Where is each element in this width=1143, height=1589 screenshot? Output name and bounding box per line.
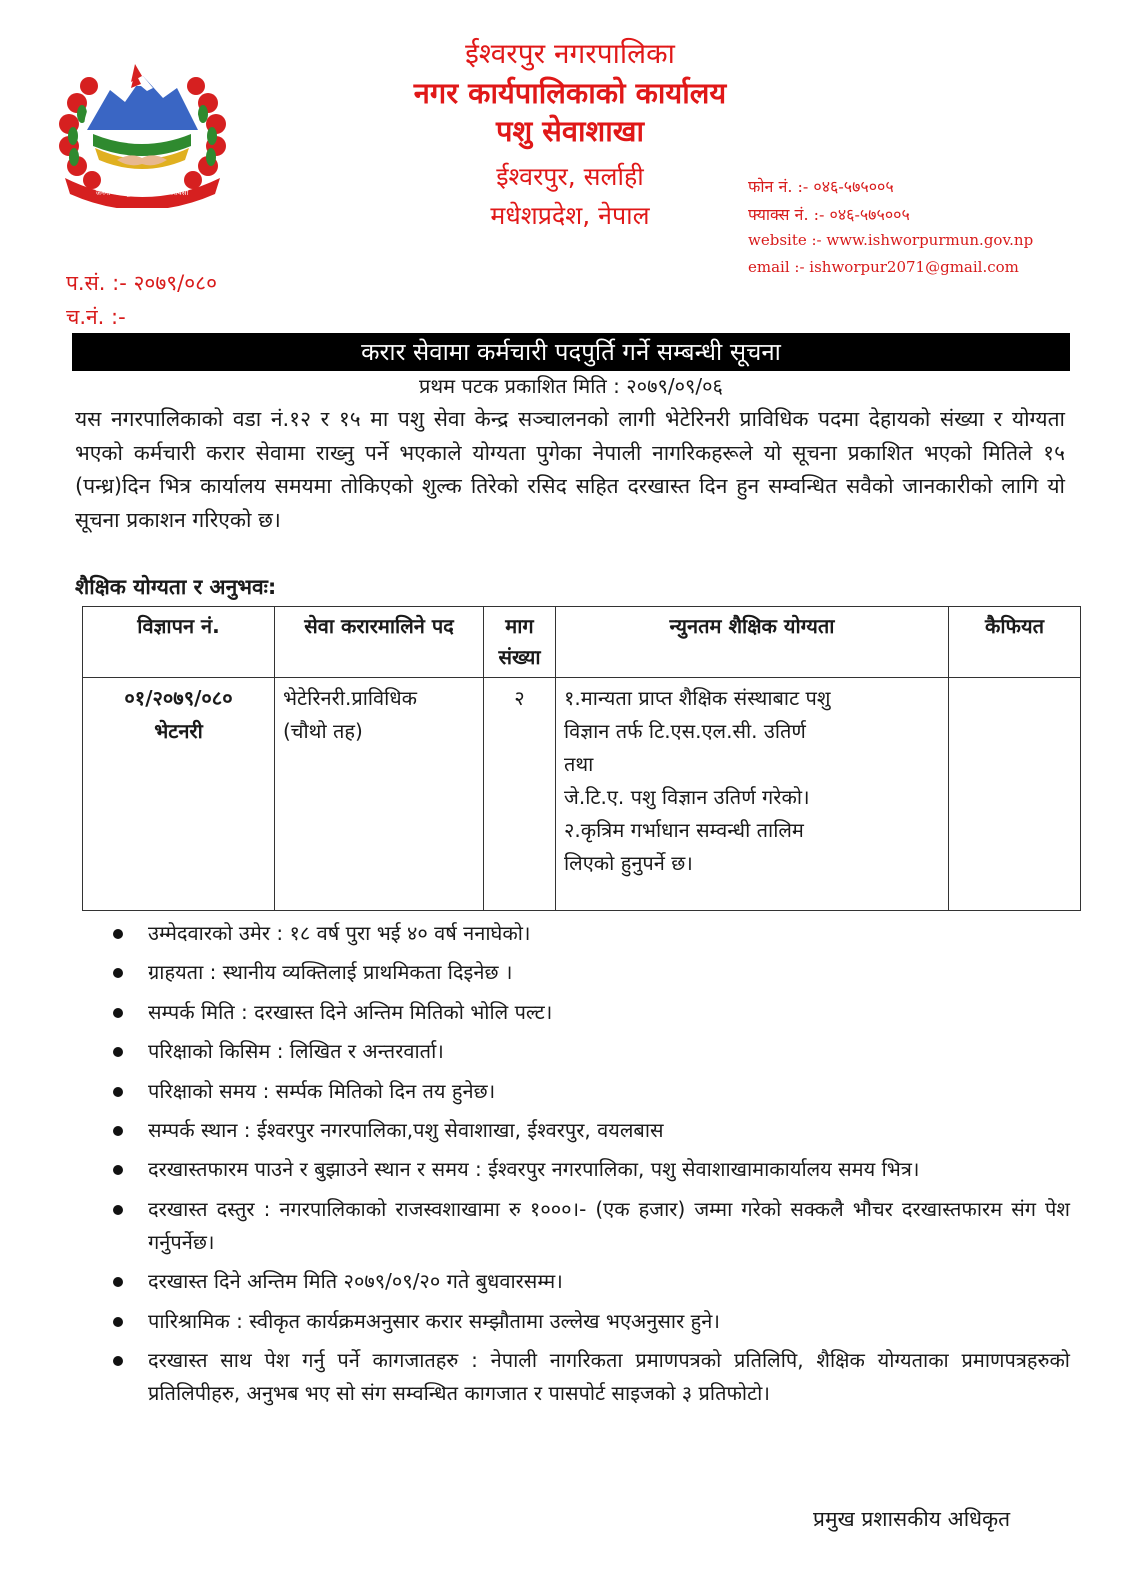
condition-text: उम्मेदवारको उमेर : १८ वर्ष पुरा भई ४० वर्ष ननाघेको। <box>148 921 531 945</box>
bullet-icon <box>113 968 123 978</box>
location-district: ईश्वरपुर, सर्लाही <box>496 162 644 191</box>
cell-ad-no <box>83 678 275 911</box>
condition-text: दरखास्तफारम पाउने र बुझाउने स्थान र समय : ईश्वरपुर नगरपालिका, पशु सेवाशाखामाकार्यालय समय भित्र। <box>148 1157 920 1182</box>
emblem-motto: जननी जन्मभूमिश्च स्वर्गादपि गरीयसी <box>95 189 189 197</box>
list-item <box>110 917 1070 950</box>
office-name: नगर कार्यपालिकाको कार्यालय <box>413 76 727 110</box>
condition-text: दरखास्त दिने अन्तिम मिति २०७९/०९/२० गते बुधवारसम्म। <box>148 1269 563 1294</box>
bullet-icon <box>113 1317 123 1327</box>
ad-no-number: ०१/२०७९/०८० <box>124 686 233 710</box>
bullet-icon <box>113 1047 123 1057</box>
condition-text: सम्पर्क स्थान : ईश्वरपुर नगरपालिका,पशु सेवाशाखा, ईश्वरपुर, वयलबास <box>148 1117 664 1142</box>
bullet-icon <box>113 1008 123 1018</box>
bullet-icon <box>113 929 123 939</box>
bullet-icon <box>113 1356 123 1366</box>
header-remarks: कैफियत <box>949 607 1081 678</box>
post-name: भेटेरिनरी.प्राविधिक <box>283 686 418 710</box>
nepal-emblem-logo <box>55 58 230 208</box>
condition-text: दरखास्त साथ पेश गर्नु पर्ने कागजातहरु : नेपाली नागरिकता प्रमाणपत्रको प्रतिलिपि, शैक्षिक योग्यताका प्रमाणपत्रहरुको प्रतिलिपीहरु, अनुभब भए सो संग सम्वन्धित कागजात र पासपोर्ट साइजको ३ प्रतिफोटो। <box>148 1347 1070 1405</box>
fax-number: फ्याक्स नं. :- ०४६-५७५००५ <box>748 205 910 224</box>
cell-demand: २ <box>484 678 556 911</box>
post-level: (चौथो तह) <box>283 719 363 743</box>
qual-line: लिएको हुनुपर्ने छ। <box>564 851 693 875</box>
intro-paragraph: यस नगरपालिकाको वडा नं.१२ र १५ मा पशु सेवा केन्द्र सञ्चालनको लागी भेटेरिनरी प्राविधिक पदमा देहायको संख्या र योग्यता भएको कर्मचारी करार सेवामा राख्नु पर्ने भएकाले योग्यता पुगेका नेपाली नागरिकहरूले यो सूचना प्रकाशित भएको मितिले १५ (पन्ध्र)दिन भित्र कार्यालय समयमा तोकिएको शुल्क तिरेको रसिद सहित दरखास्त दिन हुन सम्वन्धित सवैको जानकारीको लागि यो सूचना प्रकाशन गरिएको छ। <box>75 407 1065 532</box>
website: website :- www.ishworpurmun.gov.np <box>748 231 1034 249</box>
condition-text: परिक्षाको किसिम : लिखित र अन्तरवार्ता। <box>148 1039 444 1064</box>
conditions-list <box>110 917 1070 1416</box>
cell-post <box>275 678 484 911</box>
email: email :- ishworpur2071@gmail.com <box>748 258 1019 276</box>
ad-no-category: भेटनरी <box>154 719 203 743</box>
qual-line: तथा <box>564 752 594 776</box>
bullet-icon <box>113 1205 123 1215</box>
header-post: सेवा करारमालिने पद <box>275 607 484 678</box>
list-item <box>110 1035 1070 1068</box>
notice-title-banner: करार सेवामा कर्मचारी पदपुर्ति गर्ने सम्बन्धी सूचना <box>72 333 1070 371</box>
qual-line: विज्ञान तर्फ टि.एस.एल.सी. उतिर्ण <box>564 719 806 743</box>
list-item <box>110 1305 1070 1338</box>
list-item <box>110 1075 1070 1108</box>
table-header-row <box>83 607 1081 678</box>
dispatch-number: च.नं. :- <box>66 305 126 329</box>
header-ad-no: विज्ञापन नं. <box>83 607 275 678</box>
header-min-qual: न्युनतम शैक्षिक योग्यता <box>556 607 949 678</box>
bullet-icon <box>113 1126 123 1136</box>
list-item <box>110 1193 1070 1259</box>
cell-remarks <box>949 678 1081 911</box>
list-item <box>110 1344 1070 1410</box>
qual-line: १.मान्यता प्राप्त शैक्षिक संस्थाबाट पशु <box>564 686 831 710</box>
letter-number: प.सं. :- २०७९/०८० <box>66 271 217 295</box>
bullet-icon <box>113 1165 123 1175</box>
cell-min-qual <box>556 678 949 911</box>
qual-line: २.कृत्रिम गर्भाधान सम्वन्धी तालिम <box>564 818 804 842</box>
section-name: पशु सेवाशाखा <box>496 114 644 148</box>
published-date: प्रथम पटक प्रकाशित मिति : २०७९/०९/०६ <box>419 374 723 398</box>
condition-text: दरखास्त दस्तुर : नगरपालिकाको राजस्वशाखामा रु १०००।- (एक हजार) जम्मा गरेको सक्कलै भौचर दरखास्तफारम संग पेश गर्नुपर्नेछ। <box>148 1196 1070 1254</box>
list-item <box>110 956 1070 989</box>
qual-line: जे.टि.ए. पशु विज्ञान उतिर्ण गरेको। <box>564 785 810 809</box>
list-item <box>110 1265 1070 1298</box>
condition-text: सम्पर्क मिति : दरखास्त दिने अन्तिम मितिको भोलि पल्ट। <box>148 999 553 1024</box>
list-item <box>110 996 1070 1029</box>
phone-number: फोन नं. :- ०४६-५७५००५ <box>748 177 894 196</box>
qualification-heading: शैक्षिक योग्यता र अनुभवः: <box>75 575 277 599</box>
bullet-icon <box>113 1087 123 1097</box>
list-item <box>110 1153 1070 1186</box>
bullet-icon <box>113 1277 123 1287</box>
condition-text: पारिश्रामिक : स्वीकृत कार्यक्रमअनुसार करार सम्झौतामा उल्लेख भएअनुसार हुने। <box>148 1308 720 1333</box>
list-item <box>110 1114 1070 1147</box>
header-demand: माग संख्या <box>484 607 556 678</box>
table-row <box>83 678 1081 911</box>
signatory-title: प्रमुख प्रशासकीय अधिकृत <box>813 1507 1011 1531</box>
municipality-name: ईश्वरपुर नगरपालिका <box>465 37 675 70</box>
condition-text: ग्राहयता : स्थानीय व्यक्तिलाई प्राथमिकता दिइनेछ । <box>148 960 513 985</box>
location-province: मधेशप्रदेश, नेपाल <box>490 201 650 230</box>
vacancy-table <box>82 606 1081 911</box>
condition-text: परिक्षाको समय : सर्म्पक मितिको दिन तय हुनेछ। <box>148 1078 496 1103</box>
